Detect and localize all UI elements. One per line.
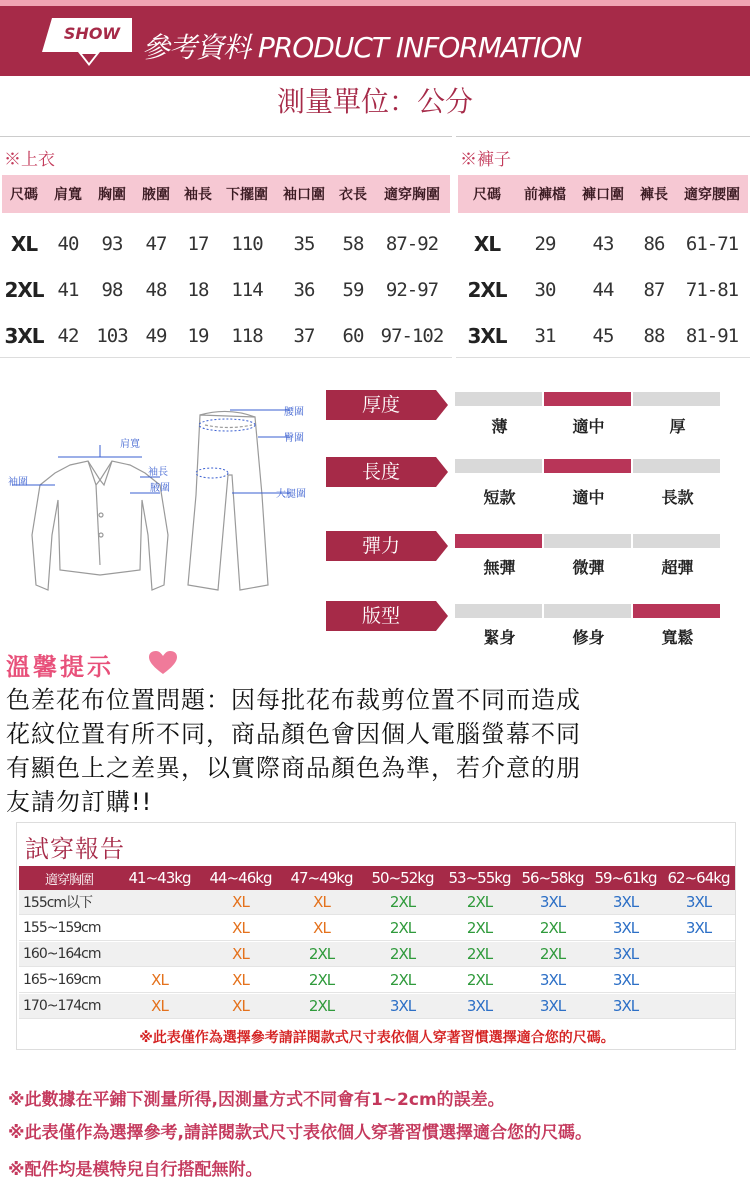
attr-options-elasticity <box>455 555 722 577</box>
attr-option: 修身 <box>572 628 605 647</box>
report-size-cell: 3XL <box>612 945 639 963</box>
report-size-cell: 3XL <box>389 997 416 1015</box>
pants-table-row <box>458 267 748 313</box>
top-table-header <box>2 175 450 213</box>
attr-bar-length <box>455 459 720 473</box>
footer-note: ※配件均是模特兒自行搭配無附。 <box>8 1160 263 1180</box>
attr-bar-segment <box>455 459 542 473</box>
report-height-cell: 165~169cm <box>23 972 101 988</box>
report-size-cell: 3XL <box>612 893 639 911</box>
pants-cell: 3XL <box>467 324 507 348</box>
attr-bar-segment <box>544 392 631 406</box>
top-cell: 103 <box>96 325 128 347</box>
top-size-table <box>0 136 452 358</box>
report-size-cell: 2XL <box>466 919 493 937</box>
attr-tag-elasticity: 彈力 <box>326 531 436 561</box>
attr-options-fit <box>455 625 722 647</box>
attr-option: 寬鬆 <box>661 628 694 647</box>
top-cell: 93 <box>101 233 123 255</box>
report-size-cell: 3XL <box>539 997 566 1015</box>
report-header-cell: 41~43kg <box>128 869 191 887</box>
attr-option: 微彈 <box>572 558 605 577</box>
top-cell: 92-97 <box>385 279 439 301</box>
attr-option: 短款 <box>483 488 516 507</box>
pants-cell: 29 <box>534 233 556 255</box>
tip-title: 溫馨提示 <box>6 653 114 681</box>
top-cell: 3XL <box>4 324 44 348</box>
report-header-cell: 適穿胸圍 <box>44 872 93 888</box>
attr-option: 適中 <box>572 417 605 436</box>
report-height-cell: 170~174cm <box>23 998 101 1014</box>
top-cell: 60 <box>342 325 364 347</box>
pants-cell: 61-71 <box>685 233 739 255</box>
pants-cell: 2XL <box>467 278 507 302</box>
top-table-row <box>2 221 450 267</box>
report-size-cell: 3XL <box>466 997 493 1015</box>
top-header-cell: 適穿胸圍 <box>384 187 440 203</box>
attr-bar-elasticity <box>455 534 720 548</box>
report-size-cell: XL <box>313 919 330 937</box>
report-header-cell: 56~58kg <box>521 869 584 887</box>
pants-cell: 88 <box>643 325 665 347</box>
pants-cell: 71-81 <box>685 279 739 301</box>
top-cell: XL <box>10 232 38 256</box>
top-table-label: ※上衣 <box>4 150 55 170</box>
header-title: 參考資料 PRODUCT INFORMATION <box>142 31 582 64</box>
top-cell: 98 <box>101 279 123 301</box>
pants-cell: 44 <box>592 279 614 301</box>
top-cell: 97-102 <box>380 325 444 347</box>
report-size-cell: XL <box>313 893 330 911</box>
top-header-cell: 下擺圍 <box>226 187 268 203</box>
report-header-cell: 47~49kg <box>290 869 353 887</box>
report-size-cell: XL <box>232 919 249 937</box>
footer-note: ※此數據在平鋪下測量所得,因測量方式不同會有1~2cm的誤差。 <box>8 1090 505 1110</box>
attr-bar-segment <box>633 459 720 473</box>
top-cell: 36 <box>293 279 315 301</box>
report-size-cell: XL <box>232 945 249 963</box>
top-header-cell: 胸圍 <box>98 187 126 203</box>
top-cell: 42 <box>57 325 79 347</box>
top-header-cell: 袖長 <box>184 187 212 203</box>
tryon-report <box>16 822 736 1050</box>
report-size-cell: XL <box>232 997 249 1015</box>
measurement-diagram <box>0 385 320 615</box>
report-row <box>19 890 735 915</box>
pants-sketch-icon <box>188 411 268 590</box>
top-table-row <box>2 267 450 313</box>
tip-line: 友請勿訂購!! <box>6 788 153 816</box>
report-size-cell: XL <box>151 971 168 989</box>
top-table-row <box>2 313 450 359</box>
attr-bar-segment <box>544 459 631 473</box>
top-header-cell: 腋圍 <box>142 187 170 203</box>
pants-header-cell: 適穿腰圍 <box>684 187 740 203</box>
report-title: 試穿報告 <box>25 835 125 863</box>
report-size-cell: 3XL <box>539 971 566 989</box>
top-cell: 114 <box>231 279 263 301</box>
pants-cell: XL <box>473 232 501 256</box>
top-header-cell: 衣長 <box>339 187 367 203</box>
heart-icon <box>148 650 178 676</box>
report-size-cell: XL <box>232 893 249 911</box>
top-header-cell: 袖口圍 <box>283 187 325 203</box>
report-header-cell: 50~52kg <box>371 869 434 887</box>
diagram-label-waist: 腰圍 <box>284 407 304 418</box>
diagram-label-thigh: 大腿圍 <box>276 489 306 500</box>
attr-option: 厚 <box>669 417 686 436</box>
top-cell: 58 <box>342 233 364 255</box>
attr-option: 無彈 <box>483 558 516 577</box>
pants-cell: 81-91 <box>685 325 739 347</box>
report-header-cell: 62~64kg <box>667 869 730 887</box>
report-size-cell: 2XL <box>389 971 416 989</box>
top-cell: 18 <box>187 279 209 301</box>
pants-cell: 45 <box>592 325 614 347</box>
report-size-cell: 2XL <box>466 893 493 911</box>
attr-option: 長款 <box>661 488 694 507</box>
pants-cell: 86 <box>643 233 665 255</box>
tip-line: 花紋位置有所不同，商品顏色會因個人電腦螢幕不同 <box>6 720 581 748</box>
report-header-cell: 44~46kg <box>209 869 272 887</box>
report-size-cell: 2XL <box>308 945 335 963</box>
top-cell: 35 <box>293 233 315 255</box>
attr-option: 適中 <box>572 488 605 507</box>
diagram-label-hip: 臀圍 <box>284 433 304 444</box>
report-size-cell: 3XL <box>612 919 639 937</box>
pants-header-cell: 尺碼 <box>473 187 501 203</box>
attr-bar-segment <box>633 392 720 406</box>
tip-line: 色差花布位置問題：因每批花布裁剪位置不同而造成 <box>6 686 581 714</box>
attr-bar-segment <box>544 604 631 618</box>
attr-bar-fit <box>455 604 720 618</box>
report-row <box>19 916 735 941</box>
pants-table-label: ※褲子 <box>460 150 511 170</box>
attr-option: 超彈 <box>661 558 694 577</box>
report-row <box>19 942 735 967</box>
report-size-cell: 2XL <box>389 893 416 911</box>
pants-size-table <box>456 136 750 358</box>
report-header-cell: 59~61kg <box>594 869 657 887</box>
pants-header-cell: 前褲檔 <box>524 187 566 203</box>
top-cell: 41 <box>57 279 79 301</box>
pants-cell: 43 <box>592 233 614 255</box>
report-size-cell: 2XL <box>308 997 335 1015</box>
header-band <box>0 6 750 76</box>
report-size-cell: 2XL <box>466 971 493 989</box>
report-size-cell: 2XL <box>539 919 566 937</box>
top-cell: 59 <box>342 279 364 301</box>
report-height-cell: 155~159cm <box>23 920 101 936</box>
jacket-sketch-icon <box>32 461 168 590</box>
report-size-cell: 2XL <box>389 945 416 963</box>
report-note: ※此表僅作為選擇參考請詳閱款式尺寸表依個人穿著習慣選擇適合您的尺碼。 <box>139 1030 615 1046</box>
attr-bar-segment <box>455 604 542 618</box>
pants-table-row <box>458 221 748 267</box>
attr-bar-segment <box>455 392 542 406</box>
top-cell: 47 <box>145 233 167 255</box>
top-cell: 17 <box>187 233 209 255</box>
top-cell: 2XL <box>4 278 44 302</box>
tip-line: 有顯色上之差異，以實際商品顏色為準，若介意的朋 <box>6 754 581 782</box>
top-cell: 118 <box>231 325 263 347</box>
report-size-cell: 3XL <box>539 893 566 911</box>
attr-tag-thickness: 厚度 <box>326 390 436 420</box>
pants-table-header <box>458 175 748 213</box>
report-size-cell: 2XL <box>539 945 566 963</box>
attr-tag-fit: 版型 <box>326 601 436 631</box>
pants-header-cell: 褲長 <box>640 187 668 203</box>
pants-header-cell: 褲口圍 <box>582 187 624 203</box>
show-label: SHOW <box>63 24 121 43</box>
footer-note: ※此表僅作為選擇參考,請詳閱款式尺寸表依個人穿著習慣選擇適合您的尺碼。 <box>8 1123 592 1143</box>
attr-bar-segment <box>544 534 631 548</box>
top-cell: 110 <box>231 233 263 255</box>
top-header-cell: 肩寬 <box>54 187 82 203</box>
attr-options-length <box>455 485 722 507</box>
pants-table-row <box>458 313 748 359</box>
table-divider <box>0 357 452 358</box>
attr-bar-thickness <box>455 392 720 406</box>
report-size-cell: 2XL <box>308 971 335 989</box>
pants-cell: 87 <box>643 279 665 301</box>
report-size-cell: XL <box>232 971 249 989</box>
top-header-cell: 尺碼 <box>10 187 38 203</box>
report-size-cell: 3XL <box>685 919 712 937</box>
report-size-cell: 3XL <box>685 893 712 911</box>
top-cell: 48 <box>145 279 167 301</box>
top-cell: 87-92 <box>385 233 439 255</box>
attr-option: 薄 <box>491 417 508 436</box>
pants-cell: 30 <box>534 279 556 301</box>
report-size-cell: 3XL <box>612 971 639 989</box>
top-cell: 40 <box>57 233 79 255</box>
tip-body <box>6 683 748 819</box>
diagram-label-shoulder: 肩寬 <box>120 439 140 450</box>
report-row <box>19 968 735 993</box>
report-header <box>19 866 735 890</box>
top-cell: 49 <box>145 325 167 347</box>
pants-cell: 31 <box>534 325 556 347</box>
unit-line: 測量單位：公分 <box>276 85 473 118</box>
top-cell: 19 <box>187 325 209 347</box>
attr-option: 緊身 <box>483 628 516 647</box>
attr-options-thickness <box>455 414 722 436</box>
report-row <box>19 994 735 1019</box>
report-size-cell: 3XL <box>612 997 639 1015</box>
attr-tag-length: 長度 <box>326 457 436 487</box>
diagram-label-armpit: 腋圍 <box>150 483 170 494</box>
attr-bar-segment <box>455 534 542 548</box>
top-cell: 37 <box>293 325 315 347</box>
diagram-label-cuff: 袖圍 <box>8 477 28 488</box>
table-divider <box>456 357 750 358</box>
report-size-cell: 2XL <box>466 945 493 963</box>
attr-bar-segment <box>633 534 720 548</box>
attr-bar-segment <box>633 604 720 618</box>
report-height-cell: 160~164cm <box>23 946 101 962</box>
diagram-label-sleeve: 袖長 <box>148 467 168 478</box>
report-size-cell: XL <box>151 997 168 1015</box>
report-header-cell: 53~55kg <box>448 869 511 887</box>
report-size-cell: 2XL <box>389 919 416 937</box>
report-height-cell: 155cm以下 <box>23 895 93 911</box>
